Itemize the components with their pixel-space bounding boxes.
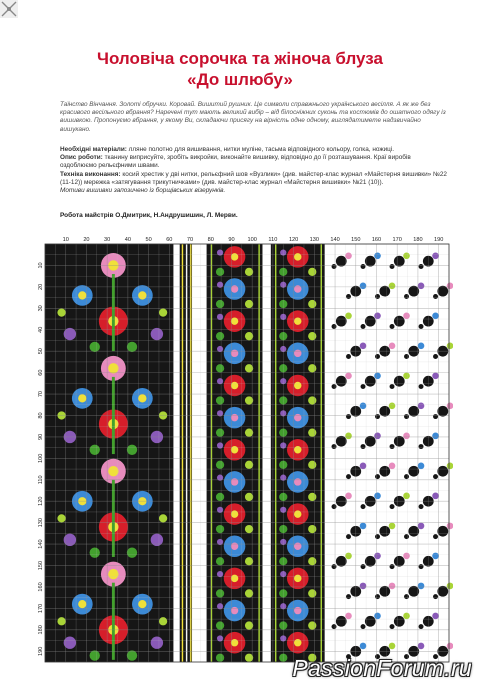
small-flower	[374, 613, 381, 620]
y-tick-label: 100	[38, 453, 44, 464]
black-leaf-motif	[375, 354, 380, 359]
black-leaf-motif	[390, 264, 395, 269]
small-flower	[403, 433, 410, 440]
small-flower	[345, 312, 352, 319]
black-leaf-motif	[433, 474, 438, 479]
x-tick-label: 90	[228, 237, 235, 243]
y-tick-label: 180	[38, 625, 44, 635]
small-flower	[374, 493, 381, 500]
leaf	[159, 617, 167, 625]
small-flower	[345, 252, 352, 259]
materials-line	[60, 146, 448, 154]
black-leaf-motif	[365, 436, 376, 447]
materials-label: Необхідні матеріали:	[60, 146, 127, 153]
leaf	[90, 547, 100, 557]
black-leaf-motif	[404, 414, 409, 419]
black-leaf-motif	[404, 354, 409, 359]
black-leaf-motif	[404, 294, 409, 299]
rose-center	[231, 575, 238, 582]
black-leaf-motif	[419, 564, 424, 569]
leaf	[159, 308, 167, 316]
black-leaf-motif	[365, 316, 376, 327]
watermark: PassionForum.ru	[292, 655, 472, 681]
x-tick-label: 20	[83, 237, 90, 243]
title-line-1: Чоловіча сорочка та жіноча блуза	[97, 49, 383, 68]
small-flower	[403, 312, 410, 319]
small-flower	[418, 523, 425, 530]
y-tick-label: 110	[38, 475, 44, 485]
band-main-floral	[45, 244, 173, 662]
stem	[112, 274, 115, 351]
small-flower	[389, 523, 396, 530]
rose-leaf	[308, 364, 316, 372]
flower-center	[138, 600, 146, 608]
black-leaf-motif	[361, 324, 366, 329]
band-gap-2	[192, 244, 207, 662]
rose-center	[294, 285, 301, 292]
black-leaf-motif	[408, 586, 419, 597]
flower-center	[108, 363, 118, 373]
rose-center	[231, 478, 238, 485]
x-tick-label: 150	[351, 237, 361, 243]
small-flower	[345, 553, 352, 560]
work-text: тканину виприсуйте, зробіть викройки, виконайте вишивку, відповідно до її розташування. Краї виробів оздоблюємо рельєфними швами.	[60, 154, 411, 170]
leaf	[159, 514, 167, 522]
technique-text: косий хрестик у дві нитки, рельєфний шов «Вузлики» (див. майстер-клас журнал «Майстерня вишивки» №22 (11-12)) мережка «затягування трикутничками» (див. майстер-клас журнал «Майстерня вишивки» №21 (10)).	[60, 170, 447, 186]
rose-leaf	[216, 428, 224, 436]
black-leaf-motif	[390, 444, 395, 449]
black-leaf-motif	[346, 594, 351, 599]
rose-center	[294, 446, 301, 453]
rose-leaf	[308, 268, 316, 276]
black-leaf-motif	[390, 504, 395, 509]
x-tick-label: 70	[186, 237, 194, 243]
small-flower	[374, 433, 381, 440]
small-flower	[418, 463, 425, 470]
y-tick-label: 40	[38, 326, 44, 333]
small-flower	[360, 403, 367, 410]
black-leaf-motif	[419, 444, 424, 449]
rose-center	[231, 253, 238, 260]
y-tick-label: 150	[38, 560, 44, 571]
rose-leaf	[308, 396, 316, 404]
small-flower	[403, 373, 410, 380]
small-flower	[403, 613, 410, 620]
flower-center	[138, 291, 146, 299]
black-leaf-motif	[408, 466, 419, 477]
rose-center	[294, 575, 301, 582]
leaf	[127, 342, 137, 352]
small-flower	[360, 583, 367, 590]
small-flower	[418, 403, 425, 410]
black-leaf-motif	[336, 376, 347, 387]
black-leaf-motif	[408, 286, 419, 297]
black-leaf-motif	[375, 594, 380, 599]
small-flower	[389, 343, 396, 350]
small-flower	[360, 463, 367, 470]
black-leaf-motif	[394, 616, 405, 627]
black-leaf-motif	[332, 324, 337, 329]
y-tick-label: 60	[38, 369, 44, 376]
black-leaf-motif	[336, 256, 347, 267]
small-flower	[389, 583, 396, 590]
black-leaf-motif	[375, 474, 380, 479]
black-leaf-motif	[433, 534, 438, 539]
flower-center	[78, 291, 86, 299]
authors-line: Робота майстрів О.Дмитрик, Н.Андрушишин, Л. Мерви.	[60, 212, 238, 219]
black-leaf-motif	[332, 504, 337, 509]
bud-purple	[151, 636, 163, 648]
black-leaf-motif	[365, 376, 376, 387]
page-title	[0, 48, 480, 90]
rose-center	[231, 639, 238, 646]
black-leaf-motif	[419, 324, 424, 329]
small-flower	[345, 613, 352, 620]
black-leaf-motif	[332, 444, 337, 449]
black-leaf-motif	[394, 376, 405, 387]
black-leaf-motif	[346, 294, 351, 299]
rose-center	[231, 607, 238, 614]
x-tick-label: 80	[207, 237, 214, 243]
rose-center	[294, 543, 301, 550]
small-flower	[374, 373, 381, 380]
rose-leaf	[308, 332, 316, 340]
rose-band-stripe	[275, 244, 276, 662]
specs-block	[60, 146, 448, 195]
black-leaf-motif	[361, 564, 366, 569]
leaf	[127, 547, 137, 557]
small-flower	[389, 282, 396, 289]
black-leaf-motif	[336, 556, 347, 567]
black-leaf-motif	[433, 594, 438, 599]
work-line	[60, 154, 448, 170]
band-gap-1	[173, 244, 179, 662]
small-flower	[432, 373, 439, 380]
y-tick-label: 190	[38, 646, 44, 656]
stem	[112, 583, 115, 660]
black-leaf-motif	[394, 256, 405, 267]
x-tick-label: 140	[330, 237, 340, 243]
rose-leaf	[216, 589, 224, 597]
y-tick-label: 160	[38, 582, 44, 592]
black-leaf-motif	[390, 564, 395, 569]
x-tick-label: 120	[288, 237, 299, 243]
black-leaf-motif	[332, 564, 337, 569]
x-tick-label: 170	[392, 237, 402, 243]
small-flower	[360, 343, 367, 350]
small-flower	[360, 523, 367, 530]
border-stripe	[186, 244, 187, 662]
black-leaf-motif	[379, 286, 390, 297]
small-flower	[374, 553, 381, 560]
leaf	[90, 445, 100, 455]
x-tick-label: 60	[166, 237, 173, 243]
black-leaf-motif	[332, 384, 337, 389]
rose-leaf	[216, 525, 224, 533]
flower-center	[138, 394, 146, 402]
black-leaf-motif	[361, 264, 366, 269]
black-leaf-motif	[404, 594, 409, 599]
small-flower	[418, 583, 425, 590]
rose-leaf	[216, 332, 224, 340]
rose-center	[231, 317, 238, 324]
flower-center	[108, 466, 118, 476]
leaf	[127, 650, 137, 660]
y-tick-label: 90	[38, 433, 44, 441]
materials-text: лляне полотно для вишивання, нитки муліне, тасьма відповідного кольору, голка, ножиці.	[128, 146, 395, 153]
black-leaf-motif	[361, 444, 366, 449]
black-leaf-motif	[361, 504, 366, 509]
intro-paragraph: Таїнство Вінчання. Золоті обручки. Коровай. Вишитий рушник. Це символи справжнього українського весілля. А як же без красивого весільного вбрання? Наречені тут мають великий вибір – від білосніжних суконь та костюмів до ошатного одягу із вишивкою. Пропонуємо вбрання, у якому Ви, складаючи присягу на вірність одне одному, виглядатимете надзвичайно вишукано.	[60, 101, 446, 133]
x-tick-label: 40	[124, 237, 131, 243]
small-flower	[432, 252, 439, 259]
rose-center	[231, 414, 238, 421]
small-flower	[432, 493, 439, 500]
leaf	[90, 342, 100, 352]
small-flower	[418, 282, 425, 289]
rose-center	[231, 446, 238, 453]
black-leaf-motif	[419, 264, 424, 269]
black-leaf-motif	[346, 414, 351, 419]
black-leaf-motif	[433, 294, 438, 299]
flower-center	[108, 569, 118, 579]
black-leaf-motif	[379, 466, 390, 477]
small-flower	[432, 433, 439, 440]
black-leaf-motif	[437, 466, 448, 477]
rose-leaf	[216, 557, 224, 565]
rose-leaf	[216, 461, 224, 469]
rose-leaf	[308, 557, 316, 565]
rose-center	[294, 607, 301, 614]
y-tick-label: 120	[38, 496, 44, 506]
y-tick-label: 30	[38, 305, 44, 312]
black-leaf-motif	[365, 616, 376, 627]
black-leaf-motif	[336, 616, 347, 627]
small-flower	[418, 643, 425, 650]
black-leaf-motif	[346, 474, 351, 479]
flower-center	[78, 600, 86, 608]
black-leaf-motif	[379, 586, 390, 597]
rose-leaf	[308, 300, 316, 308]
black-leaf-motif	[346, 354, 351, 359]
small-flower	[345, 493, 352, 500]
black-leaf-motif	[408, 406, 419, 417]
black-leaf-motif	[394, 436, 405, 447]
black-leaf-motif	[408, 526, 419, 537]
rose-band-stripe	[321, 244, 322, 662]
small-flower	[432, 312, 439, 319]
black-leaf-motif	[375, 294, 380, 299]
rose-center	[294, 414, 301, 421]
rose-center	[294, 382, 301, 389]
leaf	[57, 514, 65, 522]
small-flower	[432, 553, 439, 560]
rose-leaf	[216, 300, 224, 308]
black-leaf-motif	[433, 354, 438, 359]
black-leaf-motif	[365, 556, 376, 567]
black-leaf-motif	[361, 624, 366, 629]
rose-leaf	[216, 396, 224, 404]
stem	[112, 480, 115, 557]
black-leaf-motif	[433, 414, 438, 419]
black-leaf-motif	[437, 286, 448, 297]
y-tick-label: 20	[38, 283, 44, 290]
embroidery-chart	[27, 232, 453, 666]
black-leaf-motif	[437, 406, 448, 417]
small-flower	[403, 553, 410, 560]
rose-leaf	[308, 525, 316, 533]
x-tick-label: 10	[62, 237, 69, 243]
note-line: Мотиви вишивки запозичено із борщівських візерунків.	[60, 187, 226, 195]
small-flower	[360, 282, 367, 289]
flower-center	[78, 394, 86, 402]
y-tick-label: 10	[38, 262, 44, 269]
black-leaf-motif	[437, 586, 448, 597]
black-leaf-motif	[361, 384, 366, 389]
x-tick-label: 180	[413, 237, 423, 243]
rose-center	[231, 285, 238, 292]
small-flower	[432, 613, 439, 620]
rose-center	[294, 478, 301, 485]
small-flower	[374, 312, 381, 319]
x-tick-label: 50	[145, 237, 152, 243]
black-leaf-motif	[419, 504, 424, 509]
corner-ornament-icon	[0, 0, 18, 18]
black-leaf-motif	[379, 526, 390, 537]
rose-leaf	[308, 461, 316, 469]
y-tick-label: 50	[38, 348, 44, 355]
small-flower	[389, 463, 396, 470]
leaf	[90, 650, 100, 660]
small-flower	[389, 403, 396, 410]
technique-label: Техніка виконання:	[60, 170, 121, 178]
black-leaf-motif	[332, 624, 337, 629]
rose-leaf	[308, 589, 316, 597]
black-leaf-motif	[419, 384, 424, 389]
rose-center	[294, 510, 301, 517]
black-leaf-motif	[437, 526, 448, 537]
x-tick-label: 130	[309, 237, 320, 243]
leaf	[57, 617, 65, 625]
border-stripe	[182, 244, 183, 662]
small-flower	[345, 373, 352, 380]
rose-leaf	[308, 493, 316, 501]
small-flower	[374, 252, 381, 259]
small-flower	[418, 343, 425, 350]
y-tick-label: 70	[38, 390, 44, 398]
x-tick-label: 190	[433, 237, 444, 243]
rose-center	[231, 510, 238, 517]
black-leaf-motif	[404, 534, 409, 539]
rose-center	[294, 317, 301, 324]
rose-band-stripe	[258, 244, 259, 662]
rose-leaf	[216, 364, 224, 372]
small-flower	[403, 493, 410, 500]
small-flower	[345, 433, 352, 440]
rose-center	[231, 350, 238, 357]
rose-leaf	[308, 428, 316, 436]
work-label: Опис роботи:	[60, 154, 103, 162]
black-leaf-motif	[365, 256, 376, 267]
leaf	[57, 308, 65, 316]
black-leaf-motif	[336, 316, 347, 327]
rose-center	[294, 253, 301, 260]
x-tick-label: 30	[104, 237, 111, 243]
y-tick-label: 140	[38, 539, 44, 549]
title-line-2: «До шлюбу»	[187, 70, 293, 89]
black-leaf-motif	[379, 406, 390, 417]
black-leaf-motif	[419, 624, 424, 629]
black-leaf-motif	[336, 436, 347, 447]
rose-center	[294, 639, 301, 646]
black-leaf-motif	[390, 324, 395, 329]
black-leaf-motif	[346, 534, 351, 539]
rose-leaf	[216, 268, 224, 276]
rose-leaf	[216, 493, 224, 501]
band-gap-3	[263, 244, 271, 662]
x-tick-label: 110	[268, 237, 278, 243]
rose-center	[294, 350, 301, 357]
rose-leaf	[216, 621, 224, 629]
black-leaf-motif	[390, 624, 395, 629]
x-tick-label: 160	[371, 237, 382, 243]
x-tick-label: 100	[247, 237, 257, 243]
y-tick-label: 80	[38, 412, 44, 419]
black-leaf-motif	[390, 384, 395, 389]
rose-center	[231, 382, 238, 389]
small-flower	[403, 252, 410, 259]
small-flower	[389, 643, 396, 650]
black-leaf-motif	[375, 414, 380, 419]
rose-leaf	[308, 621, 316, 629]
technique-line	[60, 171, 448, 187]
black-leaf-motif	[375, 534, 380, 539]
rose-center	[231, 543, 238, 550]
black-leaf-motif	[394, 556, 405, 567]
leaf	[127, 445, 137, 455]
black-leaf-motif	[394, 316, 405, 327]
y-tick-label: 130	[38, 517, 44, 528]
black-leaf-motif	[404, 474, 409, 479]
black-leaf-motif	[332, 264, 337, 269]
y-tick-label: 170	[38, 603, 44, 614]
rose-leaf	[216, 654, 224, 662]
small-flower	[360, 643, 367, 650]
